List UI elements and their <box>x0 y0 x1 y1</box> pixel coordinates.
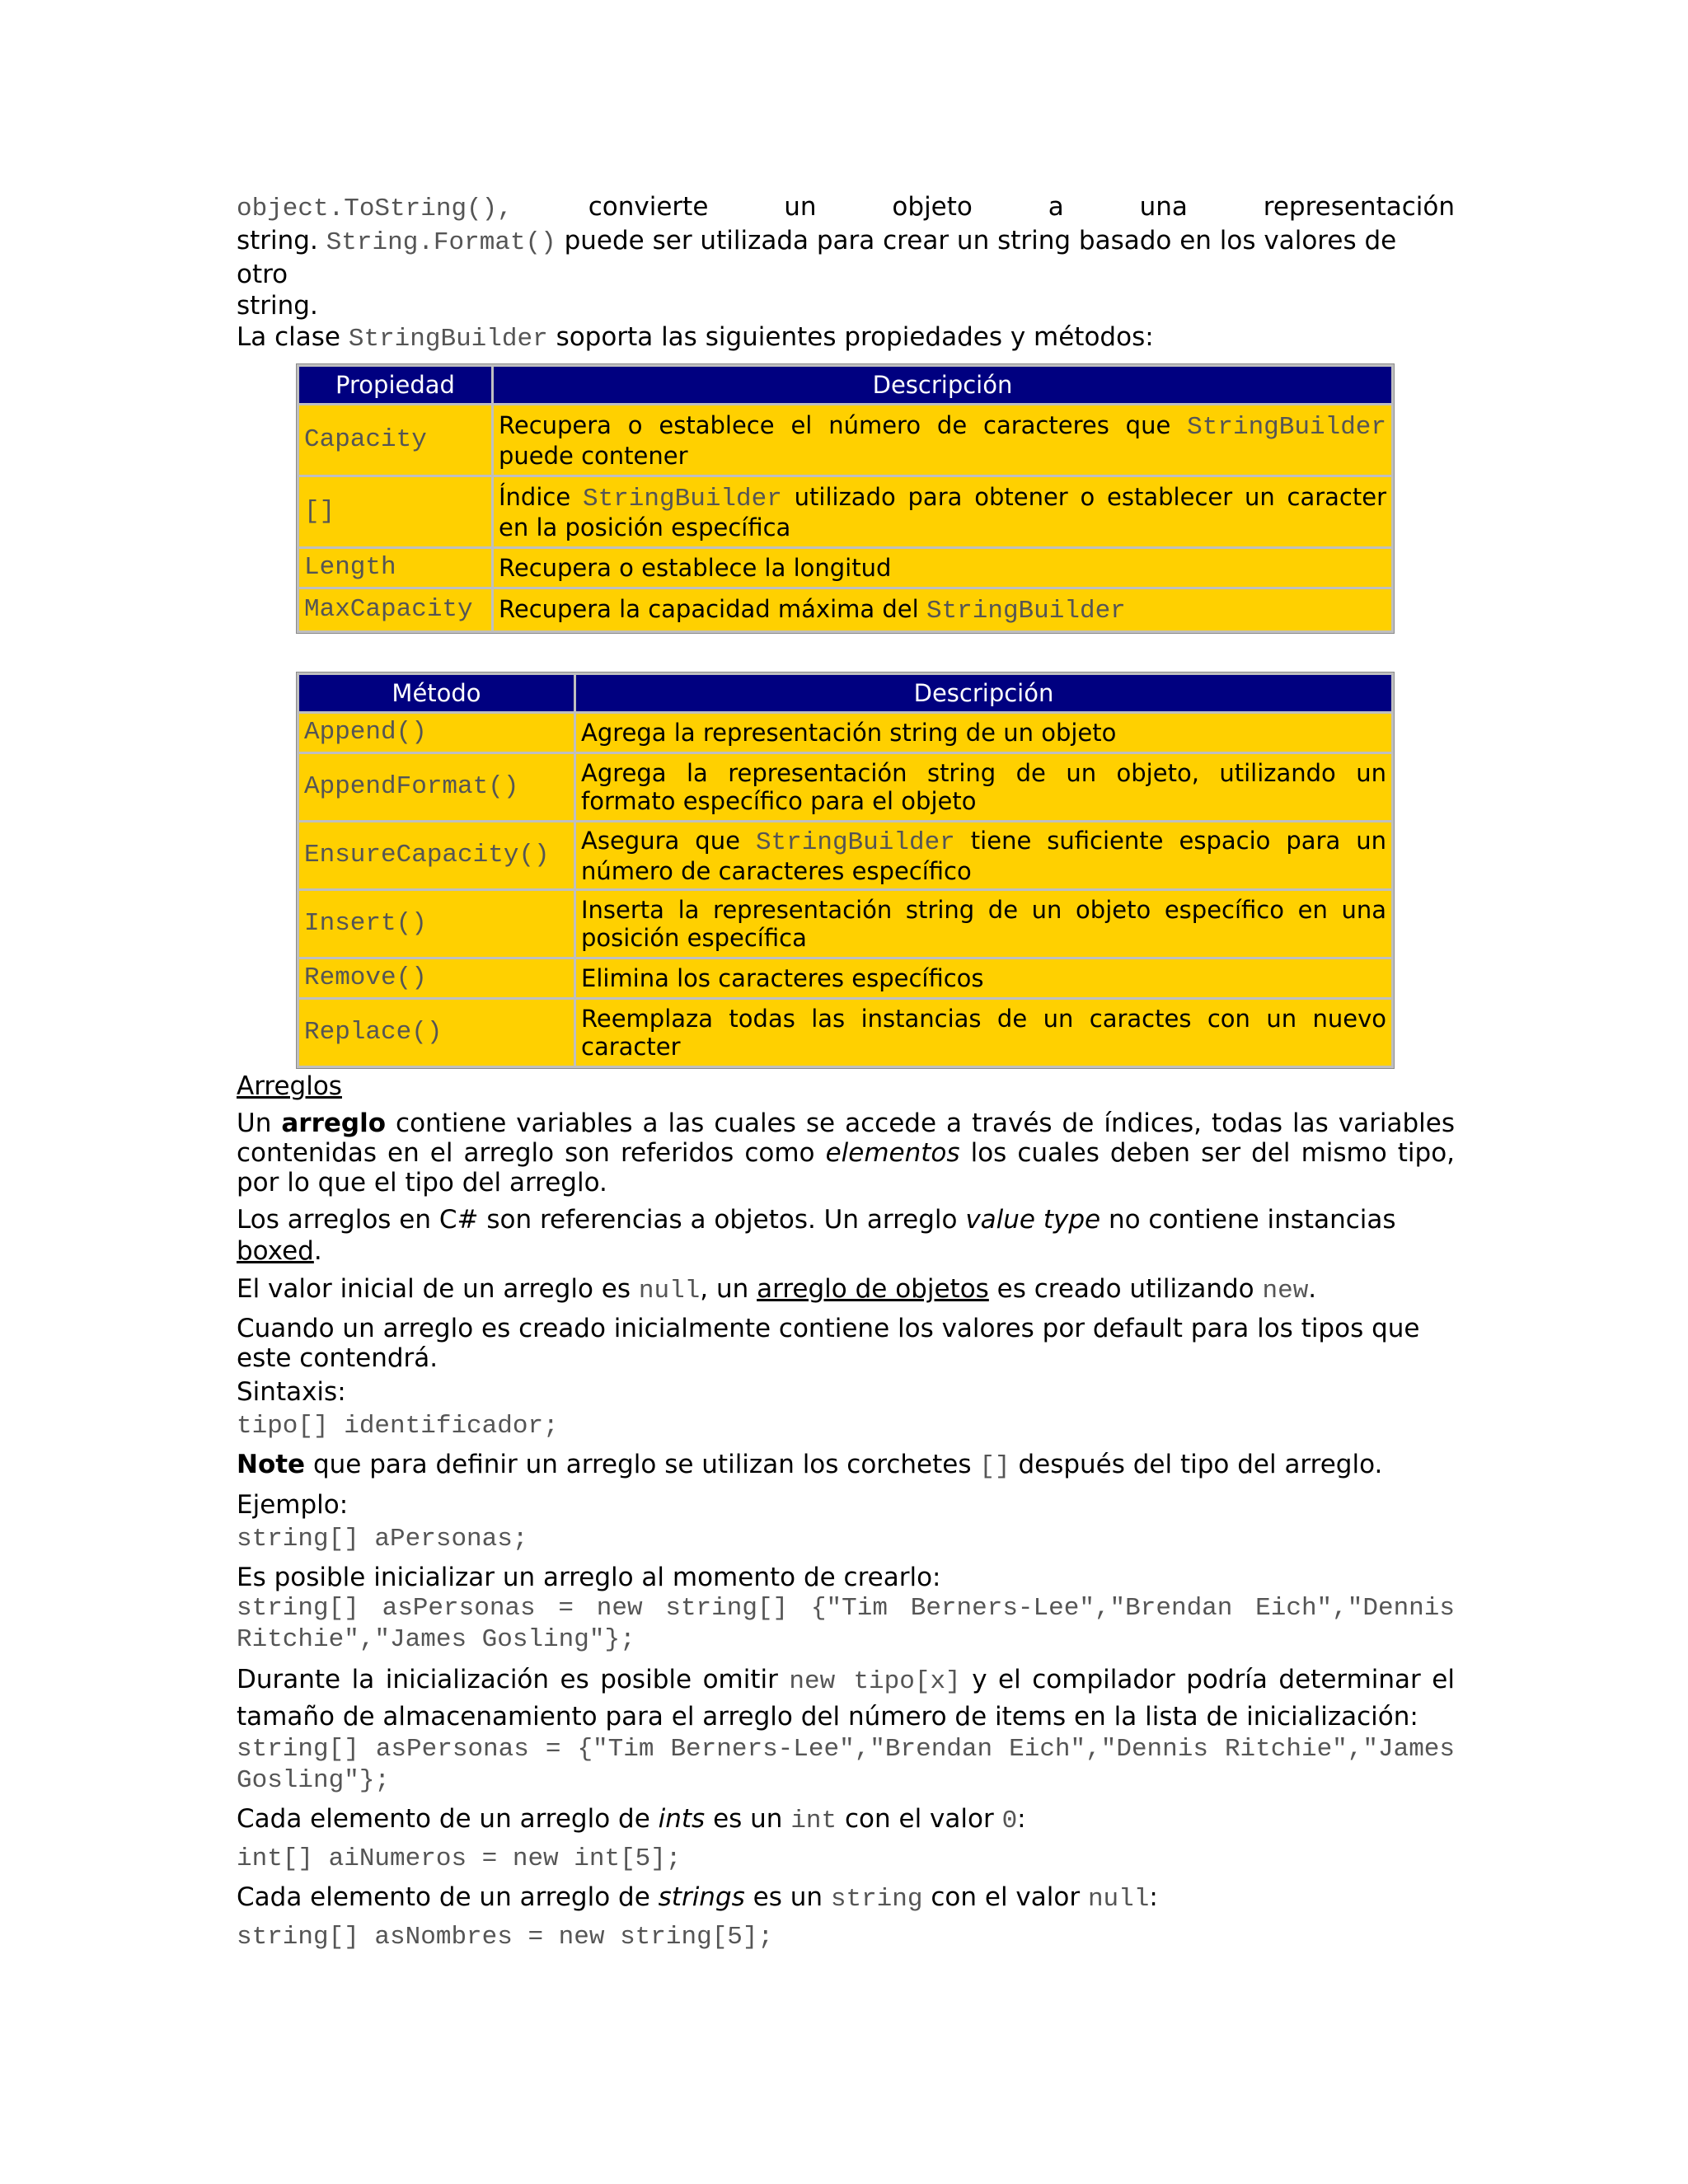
text: es un <box>713 1804 783 1834</box>
inline-code: null <box>1087 1885 1150 1914</box>
italic-term: ints <box>658 1804 706 1834</box>
text: con el valor <box>844 1804 994 1834</box>
text: El valor inicial de un arreglo es <box>237 1274 631 1304</box>
text: es un <box>753 1882 823 1912</box>
properties-table <box>296 363 1395 634</box>
property-name: [] <box>299 477 491 546</box>
property-name: MaxCapacity <box>299 589 491 630</box>
method-description: Agrega la representación string de un objeto, utilizando un formato específico para el objeto <box>576 754 1391 820</box>
text: Durante la inicialización es posible omitir <box>237 1665 778 1694</box>
paragraph-ints <box>237 1803 1455 1837</box>
text: contiene variables a las cuales se accede a través de índices, todas las variables contenidas en el arreglo son referidos como <box>237 1108 1455 1168</box>
text: con el valor <box>931 1882 1081 1912</box>
inline-code: [] <box>979 1452 1010 1481</box>
document-content <box>237 191 1455 1953</box>
code-ejemplo: string[] aPersonas; <box>237 1525 528 1554</box>
inline-code: new tipo[x] <box>789 1667 961 1696</box>
method-description: Reemplaza todas las instancias de un caractes con un nuevo caracter <box>576 1000 1391 1066</box>
paragraph-inicializar: Es posible inicializar un arreglo al momento de crearlo: <box>237 1563 941 1592</box>
inline-code: object.ToString(), <box>237 194 513 223</box>
inline-code: StringBuilder <box>1187 412 1387 442</box>
method-name: Insert() <box>299 891 574 957</box>
text: Los arreglos en C# son referencias a objetos. Un arreglo <box>237 1205 958 1235</box>
code-strings: string[] asNombres = new string[5]; <box>237 1923 774 1952</box>
intro-text: La clase <box>237 322 340 352</box>
code-sintaxis: tipo[] identificador; <box>237 1412 559 1441</box>
bold-term: Note <box>237 1450 306 1479</box>
property-name: Capacity <box>299 405 491 475</box>
intro-text: soporta las siguientes propiedades y métodos: <box>556 322 1154 352</box>
intro-line-2 <box>237 225 1455 290</box>
property-description <box>494 589 1391 630</box>
text: . <box>313 1236 322 1266</box>
table-row <box>299 891 1391 957</box>
paragraph-referencias <box>237 1204 1455 1267</box>
property-name: Length <box>299 549 491 587</box>
paragraph-arreglo-def <box>237 1108 1455 1197</box>
method-description <box>576 823 1391 888</box>
text: que para definir un arreglo se utilizan los corchetes <box>312 1450 972 1479</box>
arreglo-de-objetos-link[interactable]: arreglo de objetos <box>757 1274 989 1304</box>
desc-text: utilizado para obtener o establecer un caracter en la posición específica <box>499 482 1387 541</box>
desc-text: Índice <box>499 482 571 511</box>
inline-code: StringBuilder <box>348 325 548 354</box>
method-name: Append() <box>299 714 574 752</box>
text: Un <box>237 1108 272 1138</box>
paragraph-note <box>237 1449 1455 1483</box>
table-row <box>299 714 1391 752</box>
inline-code: int <box>790 1807 837 1835</box>
methods-table <box>296 672 1395 1069</box>
method-description: Elimina los caracteres específicos <box>576 959 1391 997</box>
column-header: Descripción <box>494 367 1391 403</box>
property-description <box>494 405 1391 475</box>
text: Cada elemento de un arreglo de <box>237 1804 650 1834</box>
desc-text: Recupera la capacidad máxima del <box>499 594 919 623</box>
italic-term: strings <box>658 1882 745 1912</box>
text: no contiene instancias <box>1108 1205 1396 1235</box>
table-row <box>299 589 1391 630</box>
text: , un <box>700 1274 749 1304</box>
desc-text: Asegura que <box>581 826 740 855</box>
table-row <box>299 959 1391 997</box>
inline-code: StringBuilder <box>926 596 1126 626</box>
intro-line-4 <box>237 321 1455 355</box>
paragraph-ejemplo: Ejemplo: <box>237 1490 349 1520</box>
method-name: Remove() <box>299 959 574 997</box>
method-name: AppendFormat() <box>299 754 574 820</box>
inline-code: new <box>1262 1277 1309 1305</box>
table-row <box>299 405 1391 475</box>
inline-code: 0 <box>1001 1807 1018 1835</box>
paragraph-valor-inicial <box>237 1273 1455 1307</box>
property-description: Recupera o establece la longitud <box>494 549 1391 587</box>
inline-code: string <box>830 1885 923 1914</box>
column-header: Descripción <box>576 675 1391 711</box>
method-name: Replace() <box>299 1000 574 1066</box>
paragraph-strings <box>237 1882 1455 1915</box>
column-header: Propiedad <box>299 367 491 403</box>
property-description <box>494 477 1391 546</box>
paragraph-omitir <box>237 1662 1455 1734</box>
intro-text: puede ser utilizada para crear un string basado en los valores de otro <box>237 226 1397 289</box>
text: después del tipo del arreglo. <box>1018 1450 1383 1479</box>
text: los cuales deben ser del mismo tipo, por lo que el tipo del arreglo. <box>237 1138 1456 1197</box>
column-header: Método <box>299 675 574 711</box>
paragraph-default-values: Cuando un arreglo es creado inicialmente contiene los valores por default para los tipos que este contendrá. <box>237 1314 1420 1373</box>
text: y el compilador podría determinar el tamaño de almacenamiento para el arreglo del número de items en la lista de inicialización: <box>237 1665 1455 1732</box>
desc-text: puede contener <box>499 441 688 470</box>
table-row <box>299 754 1391 820</box>
intro-line-1 <box>237 191 1455 225</box>
table-row <box>299 549 1391 587</box>
code-omitir: string[] asPersonas = {"Tim Berners-Lee","Brendan Eich","Dennis Ritchie","James Gosling"}; <box>237 1735 1455 1795</box>
text: Cada elemento de un arreglo de <box>237 1882 650 1912</box>
inline-code: StringBuilder <box>755 827 955 857</box>
intro-text: string. <box>237 226 318 255</box>
text: : <box>1149 1882 1158 1912</box>
inline-code: null <box>638 1277 701 1305</box>
inline-code: StringBuilder <box>583 484 782 513</box>
inline-code: String.Format() <box>326 228 556 257</box>
boxed-link[interactable]: boxed <box>237 1236 314 1266</box>
table-header-row <box>299 367 1391 403</box>
intro-text: convierte un objeto a una representación <box>588 192 1455 222</box>
text: : <box>1017 1804 1026 1834</box>
desc-text: Recupera o establece el número de caracteres que <box>499 410 1171 439</box>
intro-line-3: string. <box>237 291 318 321</box>
text: . <box>1308 1274 1317 1304</box>
table-row <box>299 1000 1391 1066</box>
code-ints: int[] aiNumeros = new int[5]; <box>237 1844 682 1873</box>
table-header-row <box>299 675 1391 711</box>
text: es creado utilizando <box>996 1274 1254 1304</box>
method-description: Inserta la representación string de un objeto específico en una posición específica <box>576 891 1391 957</box>
italic-term: value type <box>965 1205 1101 1235</box>
method-description: Agrega la representación string de un objeto <box>576 714 1391 752</box>
table-row <box>299 477 1391 546</box>
bold-term: arreglo <box>281 1108 387 1138</box>
table-row <box>299 823 1391 888</box>
italic-term: elementos <box>825 1138 960 1168</box>
paragraph-sintaxis: Sintaxis: <box>237 1377 346 1407</box>
method-name: EnsureCapacity() <box>299 823 574 888</box>
heading-text: Arreglos <box>237 1071 342 1101</box>
code-inicializar: string[] asPersonas = new string[] {"Tim Berners-Lee","Brendan Eich","Dennis Ritchie","James Gosling"}; <box>237 1594 1455 1654</box>
section-heading <box>237 1071 1455 1102</box>
desc-text: tiene suficiente espacio para un número de caracteres específico <box>581 826 1387 885</box>
